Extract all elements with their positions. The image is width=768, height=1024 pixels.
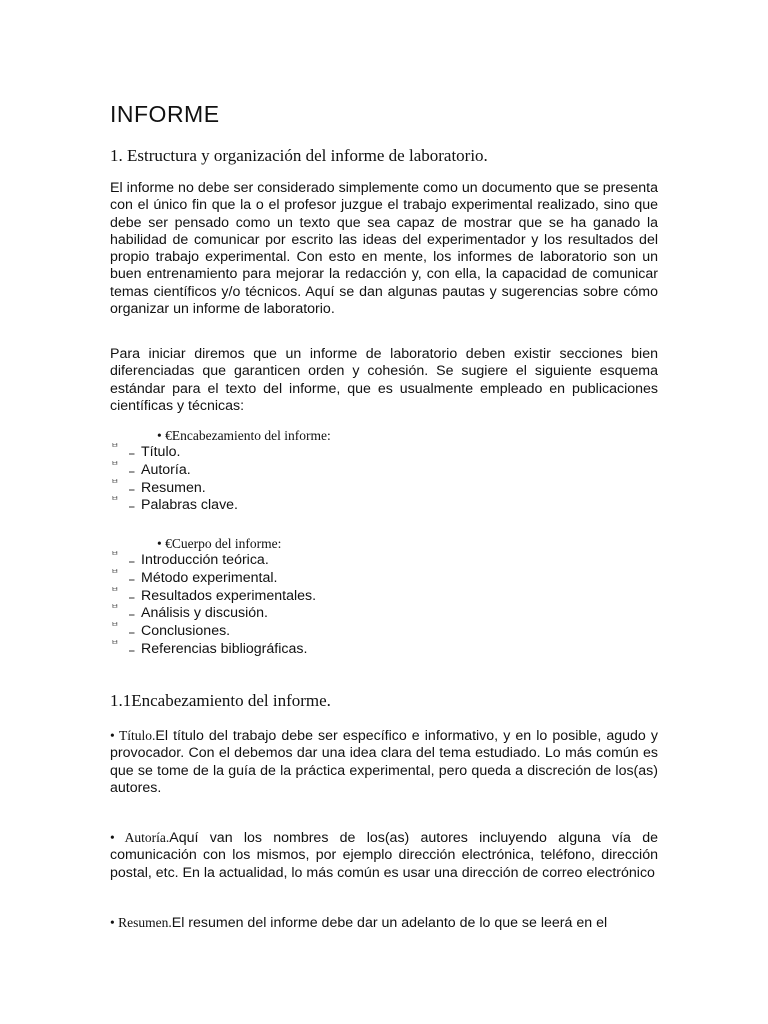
list-dash-icon: ⎯ (129, 483, 135, 496)
list-dash-icon: ⎯ (129, 644, 135, 657)
list-marker-icon: ᄇ (110, 569, 120, 581)
list-item: ᄇ ⎯ Análisis y discusión. (110, 605, 316, 623)
section-1-1-heading: 1.1Encabezamiento del informe. (110, 691, 331, 710)
list-item: ᄇ ⎯ Referencias bibliográficas. (110, 641, 316, 659)
list-dash-icon: ⎯ (129, 501, 135, 514)
list-item: ᄇ ⎯ Resumen. (110, 480, 238, 498)
list-item: ᄇ ⎯ Conclusiones. (110, 623, 316, 641)
intro-paragraph-1: El informe no debe ser considerado simplemente como un documento que se presenta con el único fin que la o el profesor juzgue el trabajo experimental realizado, sino que debe ser pensado como un texto que sea capaz de mostrar que se ha ganado la habilidad de comunicar por escrito las ideas del experimentador y los resultados del propio trabajo experimental. Con esto en mente, los informes de laboratorio son un buen entrenamiento para mejorar la redacción y, con ella, la capacidad de comunicar temas científicos y/o técnicos. Aquí se dan algunas pautas y sugerencias sobre cómo organizar un informe de laboratorio. (110, 180, 658, 318)
header-section-label: • €Encabezamiento del informe: (157, 428, 331, 443)
list-marker-icon: ᄇ (110, 444, 120, 455)
list-dash-icon: ⎯ (129, 448, 135, 460)
list-dash-icon: ⎯ (129, 573, 135, 586)
definition-resumen (110, 914, 658, 932)
document-title: INFORME (110, 101, 220, 127)
definition-term: • Resumen. (110, 915, 172, 930)
list-marker-icon: ᄇ (110, 640, 120, 652)
definition-autoria (110, 829, 658, 882)
list-item: ᄇ ⎯ Título. (110, 444, 238, 462)
list-item: ᄇ ⎯ Introducción teórica. (110, 552, 316, 570)
list-marker-icon: ᄇ (110, 461, 120, 473)
list-item: ᄇ ⎯ Método experimental. (110, 570, 316, 588)
definition-text: El resumen del informe debe dar un adelanto de lo que se leerá en el (171, 915, 608, 931)
list-item: ᄇ ⎯ Autoría. (110, 462, 238, 480)
definition-text: El título del trabajo debe ser específico e informativo, y en lo posible, agudo y provocador. Con el debemos dar una idea clara del tema estudiado. Lo más común es que se tome de la guía de la práctica experimental, pero queda a discreción de los(as) autores. (110, 728, 658, 796)
list-dash-icon: ⎯ (129, 609, 135, 622)
list-dash-icon: ⎯ (129, 591, 135, 604)
list-marker-icon: ᄇ (110, 623, 120, 635)
body-section-label: • €Cuerpo del informe: (157, 536, 282, 551)
intro-paragraph-2: Para iniciar diremos que un informe de laboratorio deben existir secciones bien diferenciadas que garanticen orden y cohesión. Se sugiere el siguiente esquema estándar para el texto del informe, que es usualmente empleado en publicaciones científicas y técnicas: (110, 346, 658, 414)
list-marker-icon: ᄇ (110, 605, 120, 617)
list-dash-icon: ⎯ (129, 556, 135, 568)
list-dash-icon: ⎯ (129, 465, 135, 478)
section-1-heading: 1. Estructura y organización del informe de laboratorio. (110, 146, 488, 165)
list-item: ᄇ ⎯ Palabras clave. (110, 497, 238, 515)
header-section-list (110, 444, 238, 515)
list-dash-icon: ⎯ (129, 627, 135, 640)
list-marker-icon: ᄇ (110, 497, 120, 509)
definition-text: Aquí van los nombres de los(as) autores incluyendo alguna vía de comunicación con los mismos, por ejemplo dirección electrónica, teléfono, dirección postal, etc. En la actualidad, lo más común es usar una dirección de correo electrónico (110, 830, 658, 881)
definition-term: • Autoría. (110, 830, 170, 845)
definition-titulo (110, 727, 658, 797)
body-section-list (110, 552, 316, 659)
list-item: ᄇ ⎯ Resultados experimentales. (110, 588, 316, 606)
definition-term: • Título. (110, 728, 156, 743)
list-marker-icon: ᄇ (110, 552, 120, 563)
list-marker-icon: ᄇ (110, 587, 120, 599)
list-marker-icon: ᄇ (110, 479, 120, 491)
